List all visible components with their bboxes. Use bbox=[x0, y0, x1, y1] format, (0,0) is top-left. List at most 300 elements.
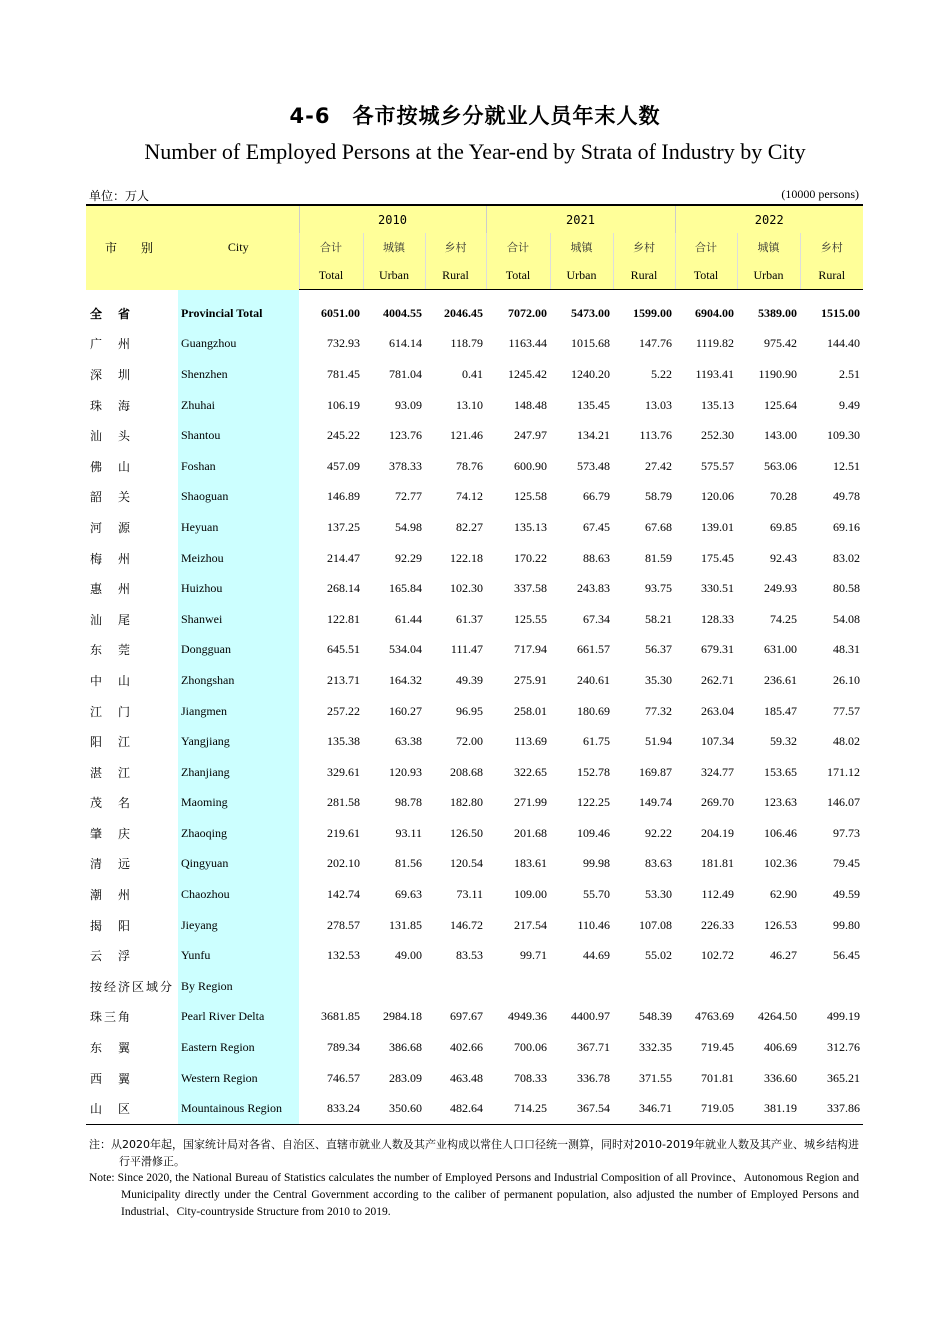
cell-value: 13.10 bbox=[456, 397, 483, 412]
cell-value: 337.86 bbox=[800, 1093, 863, 1124]
header-sub-zh: 合计 bbox=[299, 233, 363, 261]
cell-value: 121.46 bbox=[450, 428, 483, 443]
cell-value: 975.42 bbox=[764, 336, 797, 351]
row-name-en: Zhuhai bbox=[178, 390, 299, 421]
cell-value: 661.57 bbox=[577, 642, 610, 657]
header-sub-en: Urban bbox=[363, 261, 425, 290]
cell-value: 123.63 bbox=[764, 795, 797, 810]
cell-value: 201.68 bbox=[514, 825, 547, 840]
cell-value: 330.51 bbox=[701, 581, 734, 596]
cell-value: 482.64 bbox=[425, 1093, 486, 1124]
table-row bbox=[86, 818, 863, 849]
cell-value bbox=[486, 971, 550, 1002]
cell-value: 118.79 bbox=[450, 336, 483, 351]
row-name-en: Zhaoqing bbox=[178, 818, 299, 849]
row-name-zh: 珠 海 bbox=[90, 398, 133, 413]
cell-value: 67.45 bbox=[583, 519, 610, 534]
cell-value: 4949.36 bbox=[508, 1009, 547, 1024]
cell-value: 125.64 bbox=[764, 397, 797, 412]
cell-value: 281.58 bbox=[327, 795, 360, 810]
table-row bbox=[86, 788, 863, 819]
cell-value: 49.39 bbox=[456, 672, 483, 687]
cell-value: 135.13 bbox=[701, 397, 734, 412]
cell-value: 107.08 bbox=[639, 917, 672, 932]
cell-value: 56.45 bbox=[833, 948, 861, 963]
row-name-zh: 清 远 bbox=[90, 857, 133, 872]
cell-value: 169.87 bbox=[639, 764, 672, 779]
header-city-en: City bbox=[178, 205, 299, 290]
row-name-en: Western Region bbox=[178, 1063, 299, 1094]
cell-value: 457.09 bbox=[327, 458, 360, 473]
cell-value: 631.00 bbox=[764, 642, 797, 657]
cell-value: 271.99 bbox=[514, 795, 547, 810]
row-name-en: Dongguan bbox=[178, 635, 299, 666]
row-name-zh: 汕 尾 bbox=[90, 612, 133, 627]
cell-value: 148.48 bbox=[514, 397, 547, 412]
cell-value: 109.00 bbox=[514, 887, 547, 902]
cell-value: 160.27 bbox=[389, 703, 422, 718]
row-name-zh: 韶 关 bbox=[90, 490, 133, 505]
cell-value: 27.42 bbox=[645, 458, 672, 473]
cell-value: 77.32 bbox=[645, 703, 672, 718]
cell-value: 371.55 bbox=[639, 1070, 672, 1085]
cell-value: 125.55 bbox=[514, 611, 547, 626]
cell-value: 51.94 bbox=[645, 734, 672, 749]
cell-value: 126.50 bbox=[450, 825, 483, 840]
cell-value: 146.07 bbox=[827, 795, 861, 810]
data-table bbox=[86, 204, 863, 1125]
cell-value: 247.97 bbox=[514, 428, 547, 443]
header-year: 2010 bbox=[299, 205, 486, 233]
note-zh: 注：从2020年起，国家统计局对各省、自治区、直辖市就业人数及其产业构成以常住人口口径统一测算，同时对2010-2019年就业人数及其产业、城乡结构进行平滑修正。 bbox=[89, 1138, 859, 1168]
cell-value: 146.72 bbox=[450, 917, 483, 932]
cell-value: 81.59 bbox=[645, 550, 672, 565]
cell-value: 131.85 bbox=[389, 917, 422, 932]
cell-value: 5389.00 bbox=[758, 305, 797, 320]
cell-value: 111.47 bbox=[450, 642, 483, 657]
cell-value: 63.38 bbox=[395, 734, 422, 749]
row-name-en: Jieyang bbox=[178, 910, 299, 941]
cell-value: 58.79 bbox=[645, 489, 672, 504]
row-name-zh: 全 省 bbox=[90, 306, 133, 321]
cell-value: 732.93 bbox=[327, 336, 360, 351]
cell-value: 217.54 bbox=[514, 917, 547, 932]
cell-value: 122.81 bbox=[327, 611, 360, 626]
header-sub-zh: 乡村 bbox=[613, 233, 675, 261]
row-name-en: Guangzhou bbox=[178, 329, 299, 360]
header-sub-zh: 城镇 bbox=[737, 233, 800, 261]
cell-value: 243.83 bbox=[577, 581, 610, 596]
cell-value: 9.49 bbox=[839, 397, 861, 412]
cell-value: 67.68 bbox=[645, 519, 672, 534]
cell-value: 132.53 bbox=[327, 948, 360, 963]
header-sub-en: Total bbox=[299, 261, 363, 290]
cell-value: 66.79 bbox=[583, 489, 610, 504]
cell-value: 7072.00 bbox=[508, 305, 547, 320]
cell-value: 180.69 bbox=[577, 703, 610, 718]
row-name-en: Eastern Region bbox=[178, 1032, 299, 1063]
cell-value: 268.14 bbox=[327, 581, 360, 596]
table-row bbox=[86, 1002, 863, 1033]
header-sub-en: Rural bbox=[800, 261, 863, 290]
cell-value: 120.06 bbox=[701, 489, 734, 504]
cell-value: 226.33 bbox=[701, 917, 734, 932]
row-name-en: Chaozhou bbox=[178, 879, 299, 910]
header-sub-zh: 城镇 bbox=[363, 233, 425, 261]
table-row bbox=[86, 635, 863, 666]
table-row bbox=[86, 482, 863, 513]
row-name-zh: 西 翼 bbox=[90, 1071, 133, 1086]
cell-value: 833.24 bbox=[299, 1093, 363, 1124]
cell-value: 92.43 bbox=[770, 550, 797, 565]
header-sub-en: Urban bbox=[737, 261, 800, 290]
cell-value: 789.34 bbox=[327, 1040, 360, 1055]
row-name-en: Jiangmen bbox=[178, 696, 299, 727]
cell-value: 134.21 bbox=[577, 428, 610, 443]
cell-value: 275.91 bbox=[514, 672, 547, 687]
cell-value: 262.71 bbox=[701, 672, 734, 687]
cell-value: 102.36 bbox=[764, 856, 797, 871]
cell-value: 49.59 bbox=[833, 887, 861, 902]
cell-value: 61.37 bbox=[456, 611, 483, 626]
cell-value: 109.30 bbox=[827, 428, 861, 443]
cell-value: 120.93 bbox=[389, 764, 422, 779]
cell-value: 249.93 bbox=[764, 581, 797, 596]
cell-value: 83.63 bbox=[645, 856, 672, 871]
cell-value: 6904.00 bbox=[695, 305, 734, 320]
cell-value: 214.47 bbox=[327, 550, 360, 565]
cell-value: 1515.00 bbox=[821, 305, 861, 320]
table-row bbox=[86, 849, 863, 880]
row-name-en: Shantou bbox=[178, 420, 299, 451]
cell-value: 98.78 bbox=[395, 795, 422, 810]
cell-value: 548.39 bbox=[639, 1009, 672, 1024]
cell-value: 81.56 bbox=[395, 856, 422, 871]
table-row bbox=[86, 1032, 863, 1063]
cell-value: 55.02 bbox=[645, 948, 672, 963]
cell-value bbox=[550, 971, 613, 1002]
cell-value: 5473.00 bbox=[571, 305, 610, 320]
cell-value: 463.48 bbox=[450, 1070, 483, 1085]
cell-value: 1119.82 bbox=[695, 336, 734, 351]
cell-value: 219.61 bbox=[327, 825, 360, 840]
cell-value: 1240.20 bbox=[571, 366, 610, 381]
cell-value: 573.48 bbox=[577, 458, 610, 473]
cell-value: 62.90 bbox=[770, 887, 797, 902]
cell-value: 54.98 bbox=[395, 519, 422, 534]
row-name-zh: 肇 庆 bbox=[90, 826, 133, 841]
header-sub-en: Rural bbox=[613, 261, 675, 290]
row-name-zh: 汕 头 bbox=[90, 429, 133, 444]
row-name-zh: 茂 名 bbox=[90, 796, 133, 811]
cell-value: 74.12 bbox=[456, 489, 483, 504]
table-row bbox=[86, 1063, 863, 1094]
header-region-zh: 市 别 bbox=[86, 205, 178, 290]
row-name-zh: 广 州 bbox=[90, 337, 133, 352]
cell-value: 126.53 bbox=[764, 917, 797, 932]
cell-value: 122.18 bbox=[450, 550, 483, 565]
cell-value: 46.27 bbox=[770, 948, 797, 963]
row-name-en: Zhanjiang bbox=[178, 757, 299, 788]
cell-value: 146.89 bbox=[327, 489, 360, 504]
cell-value: 80.58 bbox=[833, 581, 861, 596]
cell-value: 125.58 bbox=[514, 489, 547, 504]
cell-value: 69.63 bbox=[395, 887, 422, 902]
header-sub-zh: 乡村 bbox=[425, 233, 486, 261]
cell-value: 135.13 bbox=[514, 519, 547, 534]
cell-value: 5.22 bbox=[651, 366, 672, 381]
table-row bbox=[86, 696, 863, 727]
cell-value: 61.44 bbox=[395, 611, 422, 626]
cell-value: 106.46 bbox=[764, 825, 797, 840]
cell-value: 69.16 bbox=[833, 519, 861, 534]
cell-value: 56.37 bbox=[645, 642, 672, 657]
cell-value bbox=[675, 971, 737, 1002]
cell-value: 92.22 bbox=[645, 825, 672, 840]
cell-value: 337.58 bbox=[514, 581, 547, 596]
cell-value: 83.02 bbox=[833, 550, 861, 565]
cell-value: 701.81 bbox=[701, 1070, 734, 1085]
cell-value: 350.60 bbox=[363, 1093, 425, 1124]
cell-value: 93.09 bbox=[395, 397, 422, 412]
cell-value: 49.78 bbox=[833, 489, 861, 504]
row-name-en: Shenzhen bbox=[178, 359, 299, 390]
row-name-zh: 深 圳 bbox=[90, 367, 133, 382]
row-name-zh: 珠三角 bbox=[90, 1010, 133, 1025]
cell-value: 35.30 bbox=[645, 672, 672, 687]
cell-value: 332.35 bbox=[639, 1040, 672, 1055]
row-name-zh: 阳 江 bbox=[90, 735, 133, 750]
cell-value: 74.25 bbox=[770, 611, 797, 626]
cell-value: 73.11 bbox=[456, 887, 483, 902]
cell-value: 1015.68 bbox=[571, 336, 610, 351]
cell-value bbox=[800, 971, 863, 1002]
cell-value: 781.45 bbox=[327, 366, 360, 381]
cell-value: 165.84 bbox=[389, 581, 422, 596]
cell-value: 139.01 bbox=[701, 519, 734, 534]
cell-value: 67.34 bbox=[583, 611, 610, 626]
cell-value: 252.30 bbox=[701, 428, 734, 443]
cell-value: 1163.44 bbox=[508, 336, 547, 351]
cell-value: 365.21 bbox=[827, 1070, 861, 1085]
cell-value: 44.69 bbox=[583, 948, 610, 963]
cell-value: 236.61 bbox=[764, 672, 797, 687]
cell-value: 312.76 bbox=[827, 1040, 861, 1055]
table-row bbox=[86, 451, 863, 482]
cell-value: 170.22 bbox=[514, 550, 547, 565]
cell-value: 719.45 bbox=[701, 1040, 734, 1055]
cell-value: 714.25 bbox=[486, 1093, 550, 1124]
cell-value: 77.57 bbox=[833, 703, 861, 718]
cell-value: 99.80 bbox=[833, 917, 861, 932]
cell-value: 3681.85 bbox=[321, 1009, 360, 1024]
row-name-en: Shaoguan bbox=[178, 482, 299, 513]
table-row bbox=[86, 940, 863, 971]
cell-value: 708.33 bbox=[514, 1070, 547, 1085]
header-sub-zh: 合计 bbox=[486, 233, 550, 261]
cell-value: 717.94 bbox=[514, 642, 547, 657]
header-sub-en: Rural bbox=[425, 261, 486, 290]
cell-value: 93.75 bbox=[645, 581, 672, 596]
cell-value: 700.06 bbox=[514, 1040, 547, 1055]
cell-value bbox=[737, 971, 800, 1002]
table-row bbox=[86, 390, 863, 421]
cell-value: 92.29 bbox=[395, 550, 422, 565]
cell-value: 278.57 bbox=[327, 917, 360, 932]
cell-value: 202.10 bbox=[327, 856, 360, 871]
cell-value: 88.63 bbox=[583, 550, 610, 565]
cell-value: 367.54 bbox=[550, 1093, 613, 1124]
cell-value: 324.77 bbox=[701, 764, 734, 779]
cell-value: 69.85 bbox=[770, 519, 797, 534]
cell-value: 147.76 bbox=[639, 336, 672, 351]
table-row bbox=[86, 910, 863, 941]
cell-value: 0.41 bbox=[462, 366, 483, 381]
row-name-zh: 山 区 bbox=[86, 1093, 178, 1124]
cell-value: 54.08 bbox=[833, 611, 861, 626]
cell-value: 575.57 bbox=[701, 458, 734, 473]
row-name-zh: 梅 州 bbox=[90, 551, 133, 566]
cell-value: 402.66 bbox=[450, 1040, 483, 1055]
cell-value: 135.45 bbox=[577, 397, 610, 412]
cell-value: 99.98 bbox=[583, 856, 610, 871]
cell-value: 48.31 bbox=[833, 642, 861, 657]
cell-value: 135.38 bbox=[327, 734, 360, 749]
table-row bbox=[86, 298, 863, 329]
cell-value: 181.81 bbox=[701, 856, 734, 871]
cell-value: 12.51 bbox=[833, 458, 861, 473]
cell-value: 102.72 bbox=[701, 948, 734, 963]
row-name-zh: 江 门 bbox=[90, 704, 133, 719]
cell-value: 185.47 bbox=[764, 703, 797, 718]
row-name-en: Zhongshan bbox=[178, 665, 299, 696]
cell-value: 204.19 bbox=[701, 825, 734, 840]
cell-value: 499.19 bbox=[827, 1009, 861, 1024]
cell-value: 143.00 bbox=[764, 428, 797, 443]
cell-value: 534.04 bbox=[389, 642, 422, 657]
cell-value: 61.75 bbox=[583, 734, 610, 749]
row-name-en: Huizhou bbox=[178, 573, 299, 604]
row-name-zh: 惠 州 bbox=[90, 582, 133, 597]
cell-value: 59.32 bbox=[770, 734, 797, 749]
row-name-zh: 东 翼 bbox=[90, 1041, 133, 1056]
cell-value: 258.01 bbox=[514, 703, 547, 718]
cell-value bbox=[299, 971, 363, 1002]
cell-value: 110.46 bbox=[577, 917, 610, 932]
cell-value: 6051.00 bbox=[321, 305, 360, 320]
cell-value: 175.45 bbox=[701, 550, 734, 565]
table-row bbox=[86, 420, 863, 451]
cell-value: 120.54 bbox=[450, 856, 483, 871]
row-name-en: Shanwei bbox=[178, 604, 299, 635]
cell-value: 97.73 bbox=[833, 825, 861, 840]
table-row bbox=[86, 971, 863, 1002]
cell-value: 13.03 bbox=[645, 397, 672, 412]
unit-label-en: (10000 persons) bbox=[781, 187, 859, 201]
cell-value: 113.69 bbox=[514, 734, 547, 749]
table-row bbox=[86, 512, 863, 543]
cell-value: 269.70 bbox=[701, 795, 734, 810]
cell-value: 171.12 bbox=[827, 764, 861, 779]
cell-value: 645.51 bbox=[327, 642, 360, 657]
row-name-zh: 揭 阳 bbox=[90, 918, 133, 933]
table-row bbox=[86, 573, 863, 604]
table-row bbox=[86, 604, 863, 635]
cell-value: 53.30 bbox=[645, 887, 672, 902]
cell-value: 128.33 bbox=[701, 611, 734, 626]
cell-value: 107.34 bbox=[701, 734, 734, 749]
cell-value: 1245.42 bbox=[508, 366, 547, 381]
cell-value: 137.25 bbox=[327, 519, 360, 534]
cell-value: 208.68 bbox=[450, 764, 483, 779]
cell-value: 263.04 bbox=[701, 703, 734, 718]
cell-value: 4004.55 bbox=[383, 305, 422, 320]
cell-value: 719.05 bbox=[675, 1093, 737, 1124]
cell-value: 563.06 bbox=[764, 458, 797, 473]
cell-value: 58.21 bbox=[645, 611, 672, 626]
table-row bbox=[86, 726, 863, 757]
cell-value: 1190.90 bbox=[758, 366, 797, 381]
cell-value: 245.22 bbox=[327, 428, 360, 443]
cell-value: 182.80 bbox=[450, 795, 483, 810]
cell-value: 99.71 bbox=[520, 948, 547, 963]
cell-value: 336.78 bbox=[577, 1070, 610, 1085]
cell-value: 2046.45 bbox=[444, 305, 483, 320]
header-sub-zh: 合计 bbox=[675, 233, 737, 261]
row-name-zh: 潮 州 bbox=[90, 888, 133, 903]
cell-value: 93.11 bbox=[395, 825, 422, 840]
unit-label-zh: 单位：万人 bbox=[89, 189, 150, 203]
cell-value: 149.74 bbox=[639, 795, 672, 810]
header-sub-zh: 乡村 bbox=[800, 233, 863, 261]
row-name-en: Provincial Total bbox=[178, 298, 299, 329]
cell-value: 2.51 bbox=[839, 366, 861, 381]
cell-value: 386.68 bbox=[389, 1040, 422, 1055]
cell-value: 4763.69 bbox=[695, 1009, 734, 1024]
row-name-en: Heyuan bbox=[178, 512, 299, 543]
table-row bbox=[86, 543, 863, 574]
cell-value: 142.74 bbox=[327, 887, 360, 902]
table-row bbox=[86, 757, 863, 788]
cell-value: 79.45 bbox=[833, 856, 861, 871]
row-name-en: Foshan bbox=[178, 451, 299, 482]
row-name-zh: 湛 江 bbox=[90, 765, 133, 780]
cell-value: 123.76 bbox=[389, 428, 422, 443]
cell-value: 381.19 bbox=[737, 1093, 800, 1124]
header-sub-en: Total bbox=[486, 261, 550, 290]
cell-value: 78.76 bbox=[456, 458, 483, 473]
cell-value: 152.78 bbox=[577, 764, 610, 779]
cell-value: 781.04 bbox=[389, 366, 422, 381]
cell-value: 679.31 bbox=[701, 642, 734, 657]
cell-value: 614.14 bbox=[389, 336, 422, 351]
row-name-en: Meizhou bbox=[178, 543, 299, 574]
row-name-en: Mountainous Region bbox=[178, 1093, 299, 1124]
cell-value: 367.71 bbox=[577, 1040, 610, 1055]
header-year: 2022 bbox=[675, 205, 863, 233]
row-name-en: By Region bbox=[178, 971, 299, 1002]
cell-value: 122.25 bbox=[577, 795, 610, 810]
row-name-zh: 佛 山 bbox=[90, 459, 133, 474]
cell-value: 406.69 bbox=[764, 1040, 797, 1055]
table-row bbox=[86, 879, 863, 910]
table-title-en: Number of Employed Persons at the Year-end by Strata of Industry by City bbox=[144, 139, 806, 164]
cell-value bbox=[363, 971, 425, 1002]
cell-value: 82.27 bbox=[456, 519, 483, 534]
header-sub-en: Urban bbox=[550, 261, 613, 290]
row-name-en: Qingyuan bbox=[178, 849, 299, 880]
header-sub-zh: 城镇 bbox=[550, 233, 613, 261]
